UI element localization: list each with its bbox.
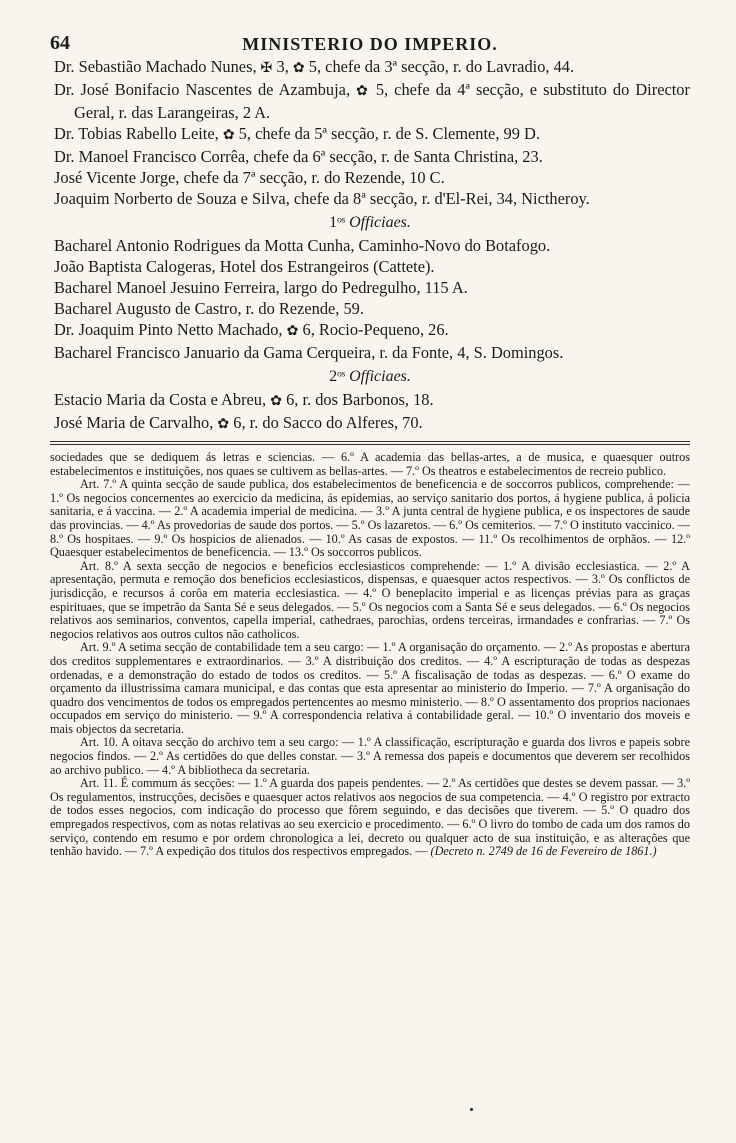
entry-detail: r. do Sacco do Alferes, 70. xyxy=(249,413,423,432)
segundos-officiaes-heading xyxy=(50,366,690,388)
entry-name: Dr. Joaquim Pinto Netto Machado, xyxy=(54,320,283,339)
order-grade: 6, xyxy=(233,413,246,432)
order-grade: 6, xyxy=(286,390,299,409)
entry-detail: chefe da 3ª secção, r. do Lavradio, 44. xyxy=(325,57,575,76)
footnote-paragraph xyxy=(50,641,690,736)
staff-entry xyxy=(50,342,690,363)
entry-name: Dr. Sebastião Machado Nunes, xyxy=(54,57,257,76)
entry-name: Dr. José Bonifacio Nascentes de Azambuja, xyxy=(54,80,351,99)
entry-detail: r. dos Barbonos, 18. xyxy=(302,390,434,409)
footnote-text: Art. 7.º A quinta secção de saude publica, dos estabelecimentos de beneficencia e de soccorros publicos, comprehende: — 1.º Os negocios concernentes ao exercicio da medicina, ás epidemias, ao serviço sanitario dos portos, á hygiene publica, á policia sanitaria, e á vaccina. — 2.º A academia imperial de medicina. — 3.º A junta central de hygiene publica, e os inspectores de saude das provincias. — 4.º As provedorias de saude dos portos. — 5.º Os lazaretos. — 6.º Os cemiterios. — 7.º O instituto vaccinico. — 8.º Os hospitaes. — 9.º Os hospicios de alienados. — 10.º As casas de expostos. — 11.º Os recolhimentos de orphãos. — 12.º Quaesquer estabelecimentos de beneficencia. — 13.º Os soccorros publicos. xyxy=(50,477,690,560)
entry-name: João Baptista Calogeras, Hotel dos Estrangeiros (Cattete). xyxy=(54,257,435,276)
entry-name: José Maria de Carvalho, xyxy=(54,413,214,432)
staff-entry xyxy=(50,79,690,123)
staff-entry xyxy=(50,298,690,319)
primeiros-officiaes-list xyxy=(50,235,690,363)
order-rose-icon: ✿ xyxy=(270,393,282,409)
order-grade: 5, xyxy=(238,124,251,143)
staff-entry xyxy=(50,389,690,412)
footnote-paragraph xyxy=(50,478,690,560)
order-grade: 6, xyxy=(302,320,315,339)
order-rose-icon: ✿ xyxy=(222,127,235,143)
staff-entry xyxy=(50,123,690,146)
footnote-text: sociedades que se dediquem ás letras e sciencias. — 6.º A academia das bellas-artes, a de musica, e quaesquer outros estabelecimentos e instituições, nos quaes se cultivem as bellas-artes. — 7.º Os theatros e estabelecimentos de recreio publico. xyxy=(50,450,690,478)
order-cross-icon: ✠ xyxy=(260,60,273,76)
section-label: Officiaes. xyxy=(349,214,411,231)
order-grade: 5, xyxy=(308,57,322,76)
decree-citation: (Decreto n. 2749 de 16 de Fevereiro de 1861.) xyxy=(430,844,657,859)
entry-name: Bacharel Francisco Januario da Gama Cerqueira, r. da Fonte, 4, S. Domingos. xyxy=(54,343,564,362)
order-rose-icon: ✿ xyxy=(356,83,370,99)
section-ordinal: 1ᵒˢ xyxy=(329,214,346,231)
entry-detail: Rocio-Pequeno, 26. xyxy=(318,320,449,339)
staff-entry xyxy=(50,167,690,188)
page-header xyxy=(50,30,690,56)
entry-name: Bacharel Antonio Rodrigues da Motta Cunha, Caminho-Novo do Botafogo. xyxy=(54,236,551,255)
order-grade: 5, xyxy=(375,80,389,99)
divider xyxy=(50,441,690,442)
entry-name: José Vicente Jorge, chefe da 7ª secção, r. do Rezende, 10 C. xyxy=(54,168,445,187)
staff-entry xyxy=(50,188,690,209)
entry-name: Joaquim Norberto de Souza e Silva, chefe da 8ª secção, r. d'El-Rei, 34, Nictheroy. xyxy=(54,189,590,208)
divider xyxy=(50,444,690,445)
footnote-text: Art. 10. A oitava secção do archivo tem a seu cargo: — 1.º A classificação, escripturação e guarda dos livros e papeis sobre negocios findos. — 2.º As certidões do que delles constar. — 3.º A remessa dos papeis e documentos que deverem ser recolhidos ao archivo publico. — 4.º A bibliotheca da secretaria. xyxy=(50,735,690,777)
footnote-text: Art. 8.º A sexta secção de negocios e beneficios ecclesiasticos comprehende: — 1.º A divisão ecclesiastica. — 2.º A apresentação, permuta e remoção dos beneficios ecclesiasticos, dispensas, e quaesquer actos respectivos. — 3.º Os conflictos de jurisdicção, e recursos á corôa em materia ecclesiastica. — 4.º O beneplacito imperial e as licenças prévias para as graças espirituaes, que se impetrão da Santa Sé e seus delegados. — 5.º Os negocios com a Santa Sé e seus delegados. — 6.º Os negocios relativos aos seminarios, conventos, capella imperial, cathedraes, parochias, ordens terceiras, irmandades e confrarias. — 7.º Os negocios relativos aos outros cultos não catholicos. xyxy=(50,558,690,641)
footnote-paragraph xyxy=(50,451,690,478)
staff-entry xyxy=(50,146,690,167)
footnote-text: Art. 11. É commum ás secções: — 1.º A guarda dos papeis pendentes. — 2.º As certidões que destes se devem passar. — 3.º Os regulamentos, instrucções, decisões e quaesquer actos relativos aos negocios de sua competencia. — 4.º O registro por extracto de todos esses negocios, com indicação do processo que fôrem seguindo, e das decisões que tiverem. — 5.º O quadro dos empregados respectivos, com as notas relativas ao seu exercicio e procedimento. — 6.º O livro do tombo de cada um dos ramos do serviço, contendo em resumo e por ordem chronologica a lei, decreto ou qualquer acto de sua instituição, e as alterações que tenhão havido. — 7.º A expedição dos titulos dos respectivos empregados. — xyxy=(50,776,690,859)
footnote-paragraph xyxy=(50,736,690,777)
entry-name: Dr. Manoel Francisco Corrêa, chefe da 6ª secção, r. de Santa Christina, 23. xyxy=(54,147,543,166)
segundos-officiaes-list xyxy=(50,389,690,435)
entry-name: Bacharel Augusto de Castro, r. do Rezende, 59. xyxy=(54,299,364,318)
ink-dot xyxy=(470,1108,473,1111)
primeiros-officiaes-heading xyxy=(50,212,690,234)
order-rose-icon: ✿ xyxy=(217,416,230,432)
running-title: MINISTERIO DO IMPERIO. xyxy=(242,34,498,54)
section-ordinal: 2ᵒˢ xyxy=(329,368,346,385)
staff-entry xyxy=(50,412,690,435)
footnote-paragraph xyxy=(50,560,690,642)
entry-detail: chefe da 4ª secção, e substituto do Director Geral, r. das Larangeiras, 2 A. xyxy=(74,80,690,122)
page-number: 64 xyxy=(50,32,70,54)
staff-entry xyxy=(50,256,690,277)
entry-name: Dr. Tobias Rabello Leite, xyxy=(54,124,219,143)
chefes-list xyxy=(50,56,690,209)
footnotes xyxy=(50,451,690,859)
footnote-text: Art. 9.º A setima secção de contabilidade tem a seu cargo: — 1.º A organisação do orçamento. — 2.º As propostas e abertura dos creditos supplementares e extraordinarios. — 3.º A distribuição dos creditos. — 4.º A escripturação de todas as despezas ordenadas, e a demonstração do estado de todos os creditos. — 5.º A fiscalisação de todas as despezas. — 6.º O exame do orçamento da illustrissima camara municipal, e das contas que esta apresentar ao ministerio do Imperio. — 7.º A organisação do quadro dos vencimentos de todos os empregados pertencentes ao mesmo ministerio. — 8.º O assentamento dos proprios nacionaes occupados em serviço do ministerio. — 9.º A correspondencia relativa á contabilidade geral. — 10.º O inventario dos moveis e mais objectos da secretaria. xyxy=(50,640,690,736)
order-grade: 3, xyxy=(276,57,289,76)
order-rose-icon: ✿ xyxy=(286,323,299,339)
entry-detail: chefe da 5ª secção, r. de S. Clemente, 99 D. xyxy=(255,124,540,143)
staff-entry xyxy=(50,56,690,79)
entry-name: Bacharel Manoel Jesuino Ferreira, largo do Pedregulho, 115 A. xyxy=(54,278,468,297)
staff-entry xyxy=(50,277,690,298)
order-rose-icon: ✿ xyxy=(292,60,305,76)
section-label: Officiaes. xyxy=(349,368,411,385)
footnote-paragraph xyxy=(50,777,690,859)
staff-entry xyxy=(50,235,690,256)
document-page xyxy=(50,30,690,859)
staff-entry xyxy=(50,319,690,342)
entry-name: Estacio Maria da Costa e Abreu, xyxy=(54,390,267,409)
